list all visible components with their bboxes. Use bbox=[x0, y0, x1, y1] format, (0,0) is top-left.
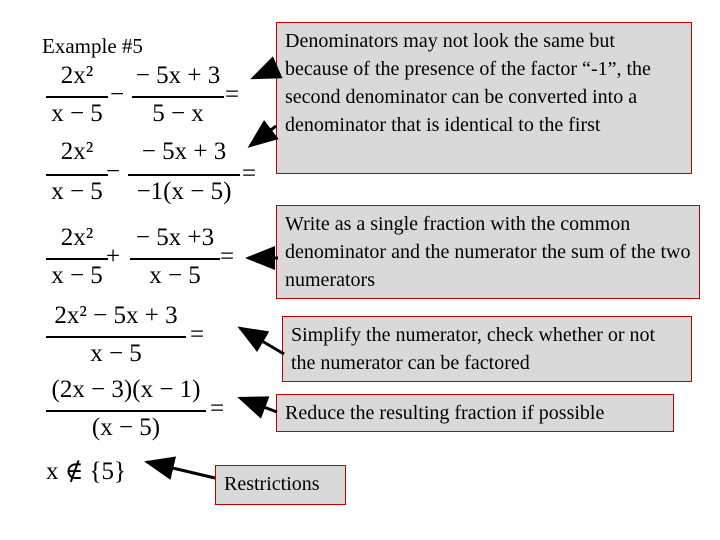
step-1-equals: = bbox=[225, 81, 240, 108]
step-2-equals: = bbox=[242, 160, 257, 187]
step-5-equals: = bbox=[210, 395, 225, 422]
step-3-equals: = bbox=[220, 243, 235, 270]
step-2-fraction-1-numerator: 2x² bbox=[60, 138, 94, 165]
note-simplify: Simplify the numerator, check whether or not the numerator can be factored bbox=[282, 316, 692, 382]
note-single-fraction: Write as a single fraction with the common denominator and the numerator the sum of the two numerators bbox=[276, 205, 700, 299]
note-restrictions: Restrictions bbox=[215, 465, 346, 505]
step-1-fraction-1-numerator: 2x² bbox=[60, 62, 94, 89]
step-2-fraction-1-denominator: x − 5 bbox=[51, 178, 103, 205]
step-1-fraction-1-denominator: x − 5 bbox=[51, 100, 103, 127]
step-4-denominator: x − 5 bbox=[90, 340, 142, 367]
step-2-fraction-2-numerator: − 5x + 3 bbox=[141, 138, 227, 165]
step-1-fraction-2-denominator: 5 − x bbox=[152, 100, 204, 127]
step-3-fraction-1-denominator: x − 5 bbox=[51, 262, 103, 289]
step-2-fraction-2-denominator: −1(x − 5) bbox=[136, 178, 232, 205]
arrow-to-step-2 bbox=[250, 126, 276, 146]
step-3-operator: + bbox=[106, 243, 121, 270]
arrow-to-restriction bbox=[147, 462, 215, 478]
step-1-operator: − bbox=[110, 81, 125, 108]
arrow-to-step-5 bbox=[240, 398, 277, 412]
step-5-denominator: (x − 5) bbox=[91, 414, 161, 441]
step-3-fraction-2-denominator: x − 5 bbox=[149, 262, 201, 289]
example-title: Example #5 bbox=[42, 34, 143, 58]
step-1-fraction-2-numerator: − 5x + 3 bbox=[135, 62, 221, 89]
step-3-fraction-2-numerator: − 5x +3 bbox=[135, 224, 215, 251]
step-2-operator: − bbox=[106, 158, 121, 185]
step-5-numerator: (2x − 3)(x − 1) bbox=[51, 376, 201, 403]
restriction-expression: x ∉ {5} bbox=[46, 458, 127, 485]
step-3-fraction-1-numerator: 2x² bbox=[60, 224, 94, 251]
step-4-equals: = bbox=[190, 321, 205, 348]
arrow-to-step-4 bbox=[240, 328, 284, 354]
note-reduce: Reduce the resulting fraction if possible bbox=[276, 394, 674, 432]
note-denominators: Denominators may not look the same but because of the presence of the factor “-1”, the second denominator can be converted into a denominator that is identical to the first bbox=[276, 22, 692, 174]
step-4-numerator: 2x² − 5x + 3 bbox=[54, 302, 178, 329]
arrow-to-step-1 bbox=[253, 68, 276, 78]
